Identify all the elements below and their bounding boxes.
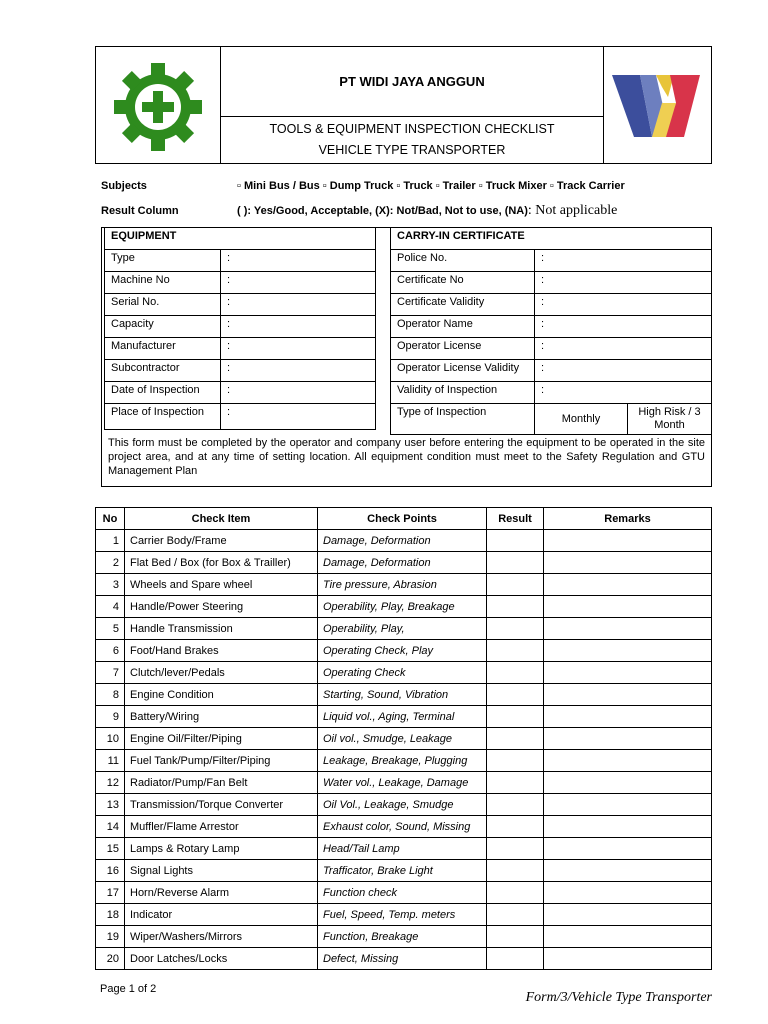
check-item: Door Latches/Locks bbox=[125, 948, 318, 970]
check-point: Starting, Sound, Vibration bbox=[318, 684, 487, 706]
check-point: Operability, Play, Breakage bbox=[318, 596, 487, 618]
check-point: Exhaust color, Sound, Missing bbox=[318, 816, 487, 838]
check-item: Engine Condition bbox=[125, 684, 318, 706]
table-row bbox=[96, 618, 712, 640]
table-row bbox=[105, 338, 376, 360]
remarks-cell[interactable] bbox=[544, 574, 712, 596]
table-row bbox=[105, 360, 376, 382]
check-item: Indicator bbox=[125, 904, 318, 926]
table-row bbox=[96, 684, 712, 706]
field-value[interactable]: : bbox=[221, 316, 376, 338]
page-number: Page 1 of 2 bbox=[100, 983, 157, 995]
check-item: Wiper/Washers/Mirrors bbox=[125, 926, 318, 948]
column-header-no: No bbox=[96, 508, 125, 530]
row-number: 14 bbox=[96, 816, 125, 838]
field-label: Machine No bbox=[105, 272, 221, 294]
result-cell[interactable] bbox=[487, 750, 544, 772]
remarks-cell[interactable] bbox=[544, 772, 712, 794]
table-row bbox=[96, 750, 712, 772]
result-cell[interactable] bbox=[487, 926, 544, 948]
check-point: Water vol., Leakage, Damage bbox=[318, 772, 487, 794]
remarks-cell[interactable] bbox=[544, 618, 712, 640]
result-cell[interactable] bbox=[487, 794, 544, 816]
table-row bbox=[96, 728, 712, 750]
result-cell[interactable] bbox=[487, 838, 544, 860]
result-column-legend bbox=[237, 203, 617, 219]
check-item: Carrier Body/Frame bbox=[125, 530, 318, 552]
remarks-cell[interactable] bbox=[544, 904, 712, 926]
result-cell[interactable] bbox=[487, 640, 544, 662]
check-point: Defect, Missing bbox=[318, 948, 487, 970]
remarks-cell[interactable] bbox=[544, 706, 712, 728]
check-item: Foot/Hand Brakes bbox=[125, 640, 318, 662]
equipment-heading: EQUIPMENT bbox=[105, 228, 376, 250]
remarks-cell[interactable] bbox=[544, 882, 712, 904]
table-row bbox=[391, 316, 712, 338]
remarks-cell[interactable] bbox=[544, 816, 712, 838]
certificate-table bbox=[390, 227, 712, 435]
certificate-heading: CARRY-IN CERTIFICATE bbox=[391, 228, 712, 250]
row-number: 5 bbox=[96, 618, 125, 640]
gear-cross-icon bbox=[96, 47, 220, 163]
row-number: 7 bbox=[96, 662, 125, 684]
table-row bbox=[96, 772, 712, 794]
remarks-cell[interactable] bbox=[544, 662, 712, 684]
field-value[interactable]: : bbox=[535, 272, 712, 294]
check-point: Liquid vol., Aging, Terminal bbox=[318, 706, 487, 728]
row-number: 19 bbox=[96, 926, 125, 948]
table-row bbox=[96, 904, 712, 926]
equipment-table bbox=[104, 227, 376, 430]
remarks-cell[interactable] bbox=[544, 684, 712, 706]
table-row bbox=[391, 272, 712, 294]
result-cell[interactable] bbox=[487, 948, 544, 970]
safety-gear-logo bbox=[96, 47, 221, 163]
table-row bbox=[105, 382, 376, 404]
inspection-type-monthly[interactable]: Monthly bbox=[535, 404, 628, 435]
result-cell[interactable] bbox=[487, 530, 544, 552]
field-value[interactable]: : bbox=[221, 382, 376, 404]
field-label: Operator Name bbox=[391, 316, 535, 338]
field-label: Validity of Inspection bbox=[391, 382, 535, 404]
result-legend-text: ( ): Yes/Good, Acceptable, (X): Not/Bad, Not to use, (NA) bbox=[237, 205, 528, 217]
check-item: Engine Oil/Filter/Piping bbox=[125, 728, 318, 750]
form-title-line-1: TOOLS & EQUIPMENT INSPECTION CHECKLIST bbox=[269, 122, 555, 136]
field-label: Certificate Validity bbox=[391, 294, 535, 316]
result-cell[interactable] bbox=[487, 574, 544, 596]
check-point: Operating Check, Play bbox=[318, 640, 487, 662]
check-point: Tire pressure, Abrasion bbox=[318, 574, 487, 596]
table-row bbox=[96, 596, 712, 618]
result-cell[interactable] bbox=[487, 684, 544, 706]
check-item: Wheels and Spare wheel bbox=[125, 574, 318, 596]
table-row bbox=[96, 926, 712, 948]
field-value[interactable]: : bbox=[535, 338, 712, 360]
table-row bbox=[105, 294, 376, 316]
remarks-cell[interactable] bbox=[544, 926, 712, 948]
field-label: Type bbox=[105, 250, 221, 272]
check-item: Flat Bed / Box (for Box & Trailler) bbox=[125, 552, 318, 574]
check-item: Lamps & Rotary Lamp bbox=[125, 838, 318, 860]
row-number: 1 bbox=[96, 530, 125, 552]
table-row bbox=[96, 838, 712, 860]
table-row bbox=[391, 294, 712, 316]
row-number: 15 bbox=[96, 838, 125, 860]
row-number: 16 bbox=[96, 860, 125, 882]
check-point: Oil vol., Smudge, Leakage bbox=[318, 728, 487, 750]
check-item: Clutch/lever/Pedals bbox=[125, 662, 318, 684]
table-header-row bbox=[96, 508, 712, 530]
check-point: Operating Check bbox=[318, 662, 487, 684]
field-value[interactable]: : bbox=[535, 360, 712, 382]
remarks-cell[interactable] bbox=[544, 596, 712, 618]
remarks-cell[interactable] bbox=[544, 948, 712, 970]
field-value[interactable]: : bbox=[535, 294, 712, 316]
result-cell[interactable] bbox=[487, 772, 544, 794]
table-row bbox=[391, 250, 712, 272]
table-row bbox=[96, 948, 712, 970]
row-number: 12 bbox=[96, 772, 125, 794]
remarks-cell[interactable] bbox=[544, 552, 712, 574]
table-row bbox=[391, 360, 712, 382]
row-number: 18 bbox=[96, 904, 125, 926]
field-label: Place of Inspection bbox=[105, 404, 221, 430]
check-point: Function, Breakage bbox=[318, 926, 487, 948]
check-item: Battery/Wiring bbox=[125, 706, 318, 728]
subjects-label: Subjects bbox=[101, 180, 147, 192]
field-label: Operator License Validity bbox=[391, 360, 535, 382]
result-cell[interactable] bbox=[487, 860, 544, 882]
result-cell[interactable] bbox=[487, 706, 544, 728]
equipment-certificate-section bbox=[101, 227, 712, 487]
row-number: 11 bbox=[96, 750, 125, 772]
row-number: 13 bbox=[96, 794, 125, 816]
wja-logo-icon bbox=[604, 47, 711, 163]
field-label: Capacity bbox=[105, 316, 221, 338]
table-row bbox=[105, 404, 376, 430]
table-row bbox=[391, 382, 712, 404]
row-number: 6 bbox=[96, 640, 125, 662]
field-label: Serial No. bbox=[105, 294, 221, 316]
form-code: Form/3/Vehicle Type Transporter bbox=[525, 990, 712, 1005]
checklist-table bbox=[95, 507, 712, 970]
check-item: Radiator/Pump/Fan Belt bbox=[125, 772, 318, 794]
column-header-result: Result bbox=[487, 508, 544, 530]
table-row bbox=[96, 552, 712, 574]
column-header-check-item: Check Item bbox=[125, 508, 318, 530]
company-name: PT WIDI JAYA ANGGUN bbox=[220, 47, 604, 117]
check-point: Damage, Deformation bbox=[318, 530, 487, 552]
check-item: Fuel Tank/Pump/Filter/Piping bbox=[125, 750, 318, 772]
remarks-cell[interactable] bbox=[544, 860, 712, 882]
result-legend-na: : Not applicable bbox=[527, 203, 618, 218]
field-value[interactable]: : bbox=[535, 250, 712, 272]
form-notice: This form must be completed by the operator and company user before entering the equipment to be operated in the site project area, and at any time of setting location. All equipment condition must meet to the Safety Regulation and GTU Management Plan bbox=[108, 437, 705, 477]
field-label: Police No. bbox=[391, 250, 535, 272]
result-cell[interactable] bbox=[487, 728, 544, 750]
table-row bbox=[96, 574, 712, 596]
table-row bbox=[105, 272, 376, 294]
field-label: Subcontractor bbox=[105, 360, 221, 382]
check-point: Trafficator, Brake Light bbox=[318, 860, 487, 882]
check-point: Operability, Play, bbox=[318, 618, 487, 640]
form-title-line-2: VEHICLE TYPE TRANSPORTER bbox=[318, 143, 506, 157]
result-cell[interactable] bbox=[487, 596, 544, 618]
remarks-cell[interactable] bbox=[544, 640, 712, 662]
table-row bbox=[96, 794, 712, 816]
field-label: Manufacturer bbox=[105, 338, 221, 360]
check-item: Handle/Power Steering bbox=[125, 596, 318, 618]
column-header-remarks: Remarks bbox=[544, 508, 712, 530]
remarks-cell[interactable] bbox=[544, 750, 712, 772]
table-row bbox=[105, 250, 376, 272]
field-value[interactable]: : bbox=[221, 360, 376, 382]
check-point: Fuel, Speed, Temp. meters bbox=[318, 904, 487, 926]
row-number: 17 bbox=[96, 882, 125, 904]
column-header-check-points: Check Points bbox=[318, 508, 487, 530]
field-label: Operator License bbox=[391, 338, 535, 360]
table-row bbox=[96, 860, 712, 882]
table-row bbox=[96, 530, 712, 552]
remarks-cell[interactable] bbox=[544, 838, 712, 860]
result-cell[interactable] bbox=[487, 882, 544, 904]
field-value[interactable]: : bbox=[221, 294, 376, 316]
check-item: Handle Transmission bbox=[125, 618, 318, 640]
subjects-options: ▫ Mini Bus / Bus ▫ Dump Truck ▫ Truck ▫ Trailer ▫ Truck Mixer ▫ Track Carrier bbox=[237, 180, 625, 192]
field-value[interactable]: : bbox=[221, 272, 376, 294]
check-point: Function check bbox=[318, 882, 487, 904]
check-point: Leakage, Breakage, Plugging bbox=[318, 750, 487, 772]
remarks-cell[interactable] bbox=[544, 530, 712, 552]
inspection-type-high-risk[interactable]: High Risk / 3 Month bbox=[628, 404, 712, 435]
table-row bbox=[105, 316, 376, 338]
remarks-cell[interactable] bbox=[544, 728, 712, 750]
result-cell[interactable] bbox=[487, 618, 544, 640]
table-row bbox=[96, 640, 712, 662]
field-value[interactable]: : bbox=[221, 404, 376, 430]
form-title bbox=[220, 117, 604, 163]
check-item: Horn/Reverse Alarm bbox=[125, 882, 318, 904]
check-point: Head/Tail Lamp bbox=[318, 838, 487, 860]
field-value[interactable]: : bbox=[221, 338, 376, 360]
field-value[interactable]: : bbox=[535, 316, 712, 338]
row-number: 20 bbox=[96, 948, 125, 970]
table-row bbox=[96, 706, 712, 728]
table-row bbox=[96, 662, 712, 684]
check-item: Transmission/Torque Converter bbox=[125, 794, 318, 816]
row-number: 9 bbox=[96, 706, 125, 728]
result-cell[interactable] bbox=[487, 816, 544, 838]
check-item: Muffler/Flame Arrestor bbox=[125, 816, 318, 838]
field-value[interactable]: : bbox=[535, 382, 712, 404]
result-cell[interactable] bbox=[487, 662, 544, 684]
row-number: 3 bbox=[96, 574, 125, 596]
result-cell[interactable] bbox=[487, 552, 544, 574]
table-row bbox=[96, 816, 712, 838]
result-cell[interactable] bbox=[487, 904, 544, 926]
row-number: 2 bbox=[96, 552, 125, 574]
company-logo bbox=[603, 47, 711, 163]
result-column-label: Result Column bbox=[101, 205, 179, 217]
remarks-cell[interactable] bbox=[544, 794, 712, 816]
row-number: 8 bbox=[96, 684, 125, 706]
field-value[interactable]: : bbox=[221, 250, 376, 272]
row-number: 10 bbox=[96, 728, 125, 750]
field-label: Certificate No bbox=[391, 272, 535, 294]
type-of-inspection-label: Type of Inspection bbox=[391, 404, 535, 435]
document-header bbox=[95, 46, 712, 164]
check-item: Signal Lights bbox=[125, 860, 318, 882]
table-row bbox=[391, 404, 712, 435]
field-label: Date of Inspection bbox=[105, 382, 221, 404]
row-number: 4 bbox=[96, 596, 125, 618]
check-point: Oil Vol., Leakage, Smudge bbox=[318, 794, 487, 816]
check-point: Damage, Deformation bbox=[318, 552, 487, 574]
table-row bbox=[96, 882, 712, 904]
table-row bbox=[391, 338, 712, 360]
